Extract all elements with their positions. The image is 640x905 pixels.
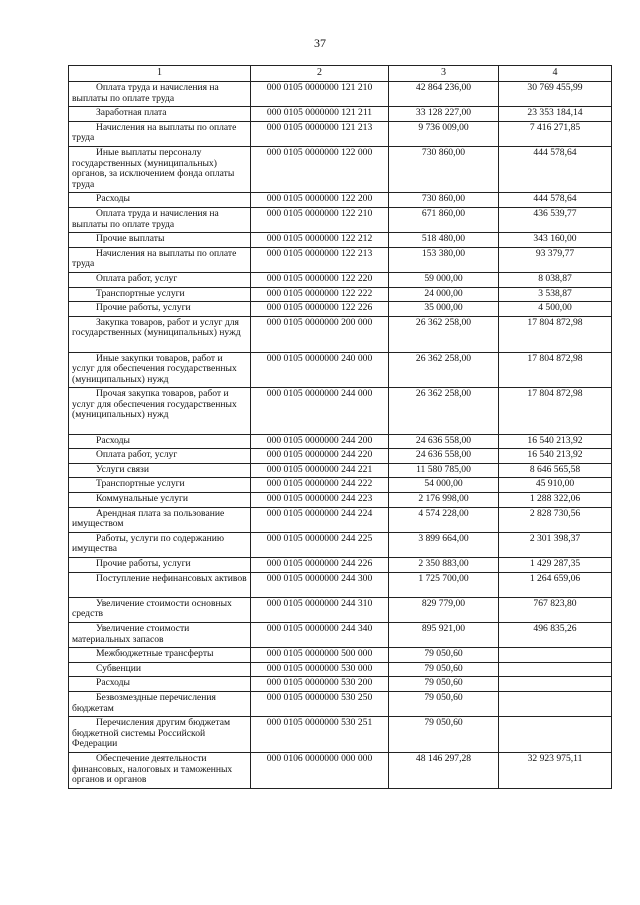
row-value-col3-cell: 26 362 258,00 [389, 352, 499, 388]
row-code-cell: 000 0105 0000000 122 000 [251, 146, 389, 192]
row-value-col4-cell: 343 160,00 [499, 233, 612, 248]
row-value-col4-cell: 32 923 975,11 [499, 752, 612, 788]
row-name-text: Расходы [96, 677, 131, 689]
row-code-cell: 000 0105 0000000 530 251 [251, 717, 389, 753]
table-row [69, 717, 612, 753]
row-value-col4-cell: 8 038,87 [499, 272, 612, 287]
row-name-cell [69, 623, 251, 648]
row-code-cell: 000 0105 0000000 244 222 [251, 478, 389, 493]
row-name-cell [69, 434, 251, 449]
table-row [69, 478, 612, 493]
row-value-col4-cell: 436 539,77 [499, 207, 612, 232]
row-name-text: Безвозмездные перечисления бюджетам [72, 691, 216, 714]
row-name-text: Поступление нефинансовых активов [96, 572, 247, 584]
row-code-cell: 000 0105 0000000 244 200 [251, 434, 389, 449]
row-value-col4-cell: 17 804 872,98 [499, 316, 612, 352]
row-name-text: Прочие работы, услуги [96, 558, 191, 570]
table-row [69, 302, 612, 317]
row-name-cell [69, 302, 251, 317]
row-name-cell [69, 677, 251, 692]
row-value-col3-cell: 79 050,60 [389, 691, 499, 716]
row-value-col3-cell: 26 362 258,00 [389, 388, 499, 434]
row-name-text: Оплата труда и начисления на выплаты по оплате труда [72, 207, 219, 230]
table-row [69, 193, 612, 208]
row-name-cell [69, 121, 251, 146]
row-value-col4-cell [499, 677, 612, 692]
row-code-cell: 000 0105 0000000 530 250 [251, 691, 389, 716]
row-code-cell: 000 0105 0000000 121 213 [251, 121, 389, 146]
row-name-text: Заработная плата [96, 107, 167, 119]
table-row [69, 316, 612, 352]
row-name-cell [69, 478, 251, 493]
row-name-text: Прочие работы, услуги [96, 302, 191, 314]
table-row [69, 662, 612, 677]
table-row [69, 572, 612, 597]
row-name-cell [69, 662, 251, 677]
row-value-col4-cell: 1 288 322,06 [499, 493, 612, 508]
row-name-cell [69, 316, 251, 352]
row-value-col3-cell: 153 380,00 [389, 247, 499, 272]
row-value-col3-cell: 24 000,00 [389, 287, 499, 302]
header-col-3: 3 [389, 66, 499, 82]
row-name-cell [69, 691, 251, 716]
row-value-col4-cell: 23 353 184,14 [499, 107, 612, 122]
row-value-col3-cell: 35 000,00 [389, 302, 499, 317]
header-col-2: 2 [251, 66, 389, 82]
header-row [69, 66, 612, 82]
table-row [69, 623, 612, 648]
row-value-col3-cell: 518 480,00 [389, 233, 499, 248]
row-name-cell [69, 207, 251, 232]
row-value-col3-cell: 79 050,60 [389, 717, 499, 753]
row-value-col3-cell: 3 899 664,00 [389, 532, 499, 557]
row-value-col3-cell: 895 921,00 [389, 623, 499, 648]
row-name-cell [69, 146, 251, 192]
row-code-cell: 000 0105 0000000 200 000 [251, 316, 389, 352]
row-value-col3-cell: 11 580 785,00 [389, 463, 499, 478]
row-code-cell: 000 0105 0000000 121 210 [251, 82, 389, 107]
row-value-col4-cell: 45 910,00 [499, 478, 612, 493]
row-value-col4-cell: 767 823,80 [499, 597, 612, 622]
row-value-col3-cell: 79 050,60 [389, 662, 499, 677]
row-value-col3-cell: 59 000,00 [389, 272, 499, 287]
table-row [69, 648, 612, 663]
row-name-cell [69, 388, 251, 434]
row-name-text: Расходы [96, 434, 131, 446]
row-value-col3-cell: 671 860,00 [389, 207, 499, 232]
row-name-cell [69, 493, 251, 508]
row-name-cell [69, 193, 251, 208]
row-value-col4-cell: 93 379,77 [499, 247, 612, 272]
row-value-col3-cell: 26 362 258,00 [389, 316, 499, 352]
row-code-cell: 000 0105 0000000 244 340 [251, 623, 389, 648]
row-value-col4-cell: 2 301 398,37 [499, 532, 612, 557]
table-row [69, 532, 612, 557]
row-value-col3-cell: 730 860,00 [389, 193, 499, 208]
row-code-cell: 000 0105 0000000 122 212 [251, 233, 389, 248]
row-name-cell [69, 717, 251, 753]
table-row [69, 463, 612, 478]
row-code-cell: 000 0105 0000000 500 000 [251, 648, 389, 663]
row-name-text: Работы, услуги по содержанию имущества [72, 532, 225, 555]
row-code-cell: 000 0105 0000000 122 210 [251, 207, 389, 232]
row-name-cell [69, 532, 251, 557]
table-row [69, 507, 612, 532]
table-row [69, 146, 612, 192]
row-name-text: Прочие выплаты [96, 233, 165, 245]
row-name-text: Оплата работ, услуг [96, 449, 178, 461]
row-name-cell [69, 352, 251, 388]
row-value-col4-cell: 30 769 455,99 [499, 82, 612, 107]
table-row [69, 691, 612, 716]
header-col-1: 1 [69, 66, 251, 82]
row-value-col4-cell: 4 500,00 [499, 302, 612, 317]
row-name-cell [69, 233, 251, 248]
row-name-cell [69, 247, 251, 272]
row-name-text: Арендная плата за пользование имуществом [72, 507, 225, 530]
table-row [69, 82, 612, 107]
row-name-cell [69, 287, 251, 302]
header-col-4: 4 [499, 66, 612, 82]
row-value-col4-cell: 3 538,87 [499, 287, 612, 302]
row-value-col3-cell: 79 050,60 [389, 648, 499, 663]
row-code-cell: 000 0105 0000000 244 300 [251, 572, 389, 597]
table-row [69, 233, 612, 248]
row-value-col3-cell: 9 736 009,00 [389, 121, 499, 146]
row-name-text: Перечисления другим бюджетам бюджетной системы Российской Федерации [72, 717, 231, 750]
row-name-text: Увеличение стоимости основных средств [72, 597, 232, 620]
row-name-cell [69, 82, 251, 107]
row-code-cell: 000 0105 0000000 244 225 [251, 532, 389, 557]
row-value-col3-cell: 730 860,00 [389, 146, 499, 192]
row-code-cell: 000 0105 0000000 244 223 [251, 493, 389, 508]
row-value-col3-cell: 24 636 558,00 [389, 449, 499, 464]
row-name-text: Оплата работ, услуг [96, 272, 178, 284]
row-value-col3-cell: 829 779,00 [389, 597, 499, 622]
row-value-col4-cell: 7 416 271,85 [499, 121, 612, 146]
row-value-col3-cell: 33 128 227,00 [389, 107, 499, 122]
row-value-col3-cell: 54 000,00 [389, 478, 499, 493]
row-name-text: Оплата труда и начисления на выплаты по оплате труда [72, 82, 219, 104]
row-name-text: Начисления на выплаты по оплате труда [72, 247, 237, 270]
row-name-cell [69, 597, 251, 622]
row-value-col3-cell: 79 050,60 [389, 677, 499, 692]
table-row [69, 207, 612, 232]
table-row [69, 677, 612, 692]
row-name-cell [69, 463, 251, 478]
row-value-col3-cell: 24 636 558,00 [389, 434, 499, 449]
row-name-text: Межбюджетные трансферты [96, 648, 214, 660]
row-name-text: Субвенции [96, 662, 141, 674]
table-row [69, 493, 612, 508]
row-code-cell: 000 0105 0000000 244 000 [251, 388, 389, 434]
row-code-cell: 000 0105 0000000 244 220 [251, 449, 389, 464]
row-name-cell [69, 107, 251, 122]
row-value-col4-cell: 444 578,64 [499, 146, 612, 192]
row-name-text: Увеличение стоимости материальных запасов [72, 623, 190, 645]
row-value-col4-cell: 17 804 872,98 [499, 388, 612, 434]
row-name-text: Иные закупки товаров, работ и услуг для обеспечения государственных (муниципальных) нужд [72, 352, 237, 385]
row-value-col4-cell [499, 717, 612, 753]
row-name-cell [69, 752, 251, 788]
row-name-text: Услуги связи [96, 463, 149, 475]
row-name-cell [69, 648, 251, 663]
row-name-text: Транспортные услуги [96, 478, 185, 490]
row-code-cell: 000 0105 0000000 530 000 [251, 662, 389, 677]
table-row [69, 272, 612, 287]
row-value-col4-cell: 17 804 872,98 [499, 352, 612, 388]
row-value-col3-cell: 1 725 700,00 [389, 572, 499, 597]
row-value-col3-cell: 2 176 998,00 [389, 493, 499, 508]
table-row [69, 247, 612, 272]
row-name-cell [69, 449, 251, 464]
row-code-cell: 000 0105 0000000 122 200 [251, 193, 389, 208]
table-row [69, 121, 612, 146]
row-value-col4-cell: 16 540 213,92 [499, 434, 612, 449]
row-value-col4-cell [499, 662, 612, 677]
row-code-cell: 000 0105 0000000 122 220 [251, 272, 389, 287]
budget-table [68, 65, 612, 789]
row-code-cell: 000 0106 0000000 000 000 [251, 752, 389, 788]
row-value-col4-cell: 1 264 659,06 [499, 572, 612, 597]
row-code-cell: 000 0105 0000000 244 226 [251, 558, 389, 573]
row-name-cell [69, 272, 251, 287]
table-row [69, 107, 612, 122]
row-code-cell: 000 0105 0000000 244 310 [251, 597, 389, 622]
row-code-cell: 000 0105 0000000 244 224 [251, 507, 389, 532]
row-name-text: Расходы [96, 193, 131, 205]
row-code-cell: 000 0105 0000000 122 222 [251, 287, 389, 302]
row-name-text: Прочая закупка товаров, работ и услуг для обеспечения государственных (муниципальных) нужд [72, 388, 237, 421]
table-row [69, 352, 612, 388]
table-row [69, 752, 612, 788]
row-code-cell: 000 0105 0000000 121 211 [251, 107, 389, 122]
row-value-col4-cell: 444 578,64 [499, 193, 612, 208]
table-row [69, 287, 612, 302]
row-name-text: Закупка товаров, работ и услуг для государственных (муниципальных) нужд [72, 316, 241, 339]
row-value-col3-cell: 42 864 236,00 [389, 82, 499, 107]
page-number: 37 [314, 36, 326, 50]
row-code-cell: 000 0105 0000000 240 000 [251, 352, 389, 388]
row-name-cell [69, 558, 251, 573]
row-name-text: Транспортные услуги [96, 287, 185, 299]
row-value-col3-cell: 48 146 297,28 [389, 752, 499, 788]
row-code-cell: 000 0105 0000000 530 200 [251, 677, 389, 692]
row-value-col4-cell: 8 646 565,58 [499, 463, 612, 478]
row-value-col4-cell [499, 648, 612, 663]
row-value-col4-cell: 1 429 287,35 [499, 558, 612, 573]
row-name-text: Коммунальные услуги [96, 493, 189, 505]
row-name-text: Обеспечение деятельности финансовых, налоговых и таможенных органов и органов [72, 752, 233, 786]
row-value-col4-cell: 16 540 213,92 [499, 449, 612, 464]
row-value-col4-cell [499, 691, 612, 716]
row-code-cell: 000 0105 0000000 244 221 [251, 463, 389, 478]
row-value-col4-cell: 2 828 730,56 [499, 507, 612, 532]
row-name-text: Иные выплаты персоналу государственных (муниципальных) органов, за исключением фонда оплаты труда [72, 146, 235, 190]
row-code-cell: 000 0105 0000000 122 213 [251, 247, 389, 272]
table-row [69, 434, 612, 449]
table-row [69, 558, 612, 573]
row-name-text: Начисления на выплаты по оплате труда [72, 121, 237, 144]
row-name-cell [69, 507, 251, 532]
row-value-col3-cell: 4 574 228,00 [389, 507, 499, 532]
table-row [69, 449, 612, 464]
row-value-col3-cell: 2 350 883,00 [389, 558, 499, 573]
row-name-cell [69, 572, 251, 597]
table-row [69, 597, 612, 622]
row-value-col4-cell: 496 835,26 [499, 623, 612, 648]
row-code-cell: 000 0105 0000000 122 226 [251, 302, 389, 317]
table-row [69, 388, 612, 434]
